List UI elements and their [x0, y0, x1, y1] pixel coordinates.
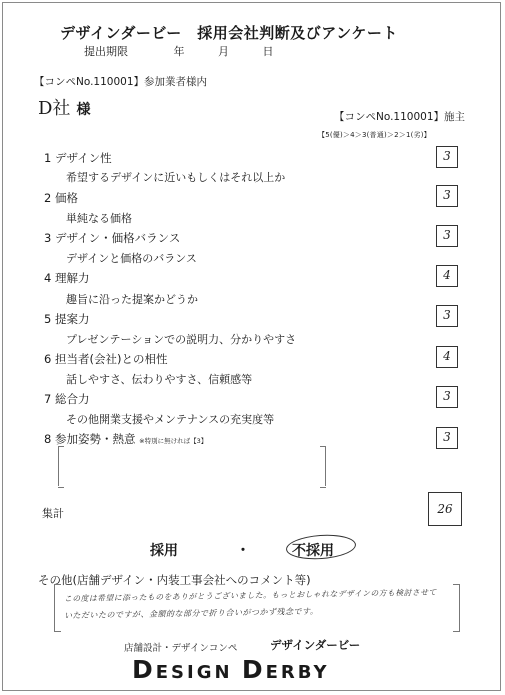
other-comments-box[interactable]: [54, 584, 460, 632]
item-1-score-box[interactable]: [436, 146, 458, 168]
item-7-title: 7 総合力: [44, 392, 90, 406]
bracket-right: [453, 584, 460, 632]
deadline-row: [84, 43, 274, 59]
item-6-score: 4: [443, 349, 451, 363]
item-7-score-box[interactable]: [436, 386, 458, 408]
other-comments-label: その他(店舗デザイン・内装工事会社へのコメント等): [38, 573, 311, 587]
item-2-title: 2 価格: [44, 191, 78, 205]
item-4-score-box[interactable]: [436, 265, 458, 287]
sheet-title: デザインダービー 採用会社判断及びアンケート: [60, 24, 398, 42]
item-5-score-box[interactable]: [436, 305, 458, 327]
bracket-left: [54, 584, 61, 632]
item-5-title: 5 提案力: [44, 312, 90, 326]
item-7-score: 3: [443, 389, 451, 403]
item-8-note: ※特別に無ければ【3】: [139, 437, 208, 445]
item-8-title: 8 参加姿勢・熱意: [44, 432, 136, 446]
adopt-option[interactable]: 採用: [150, 543, 178, 559]
item-6-score-box[interactable]: [436, 346, 458, 368]
company-name-row: [38, 94, 90, 120]
item-1-desc: 希望するデザインに近いもしくはそれ以上か: [66, 171, 286, 184]
footer-tagline: 店舗設計・デザインコンペ: [124, 643, 238, 654]
item-1-score: 3: [443, 149, 451, 163]
item-8-title-row: [44, 431, 207, 447]
item-4-score: 4: [443, 268, 451, 282]
item-2-score: 3: [443, 188, 451, 202]
month-label: 月: [218, 45, 229, 58]
item-4-title: 4 理解力: [44, 271, 90, 285]
company-name: D社: [38, 98, 71, 119]
item-2-score-box[interactable]: [436, 185, 458, 207]
rating-scale: 【5(優)＞4＞3(普通)＞2＞1(劣)】: [318, 131, 431, 139]
item-8-comment-box[interactable]: [58, 446, 326, 486]
design-derby-logo: DESIGN DERBY: [132, 655, 330, 684]
item-3-score-box[interactable]: [436, 225, 458, 247]
honorific: 様: [76, 102, 91, 118]
reject-option[interactable]: 不採用: [292, 543, 334, 559]
total-score: 26: [437, 502, 453, 516]
item-5-score: 3: [443, 308, 451, 322]
item-6-title: 6 担当者(会社)との相性: [44, 352, 168, 366]
item-4-desc: 趣旨に沿った提案かどうか: [66, 293, 198, 306]
total-label: 集計: [42, 507, 64, 520]
item-6-desc: 話しやすさ、伝わりやすさ、信頼感等: [66, 373, 253, 386]
deadline-label: 提出期限: [84, 45, 128, 58]
item-3-desc: デザインと価格のバランス: [66, 252, 197, 265]
sponsor-label: 【コンペNo.110001】施主: [334, 111, 466, 123]
item-8-score-box[interactable]: [436, 427, 458, 449]
comment-line-1: この度は希望に添ったものをありがとうございました。もっとおしゃれなデザインの方も検討させて: [63, 587, 437, 604]
item-3-title: 3 デザイン・価格バランス: [44, 231, 181, 245]
year-label: 年: [173, 45, 185, 58]
item-5-desc: プレゼンテーションでの説明力、分かりやすさ: [66, 333, 297, 346]
item-3-score: 3: [443, 228, 451, 242]
item-2-desc: 単純なる価格: [66, 212, 132, 225]
invite-line: 【コンペNo.110001】参加業者様内: [34, 76, 208, 88]
footer-name: デザインダービー: [270, 638, 361, 652]
item-7-desc: その他開業支援やメンテナンスの充実度等: [66, 413, 275, 426]
day-label: 日: [262, 45, 274, 58]
decision-separator: ・: [236, 543, 250, 559]
total-score-box[interactable]: [428, 492, 462, 526]
item-1-title: 1 デザイン性: [44, 151, 112, 165]
item-8-score: 3: [443, 430, 451, 444]
comment-line-2: いただいたのですが、金額的な部分で折り合いがつかず残念です。: [63, 606, 319, 621]
